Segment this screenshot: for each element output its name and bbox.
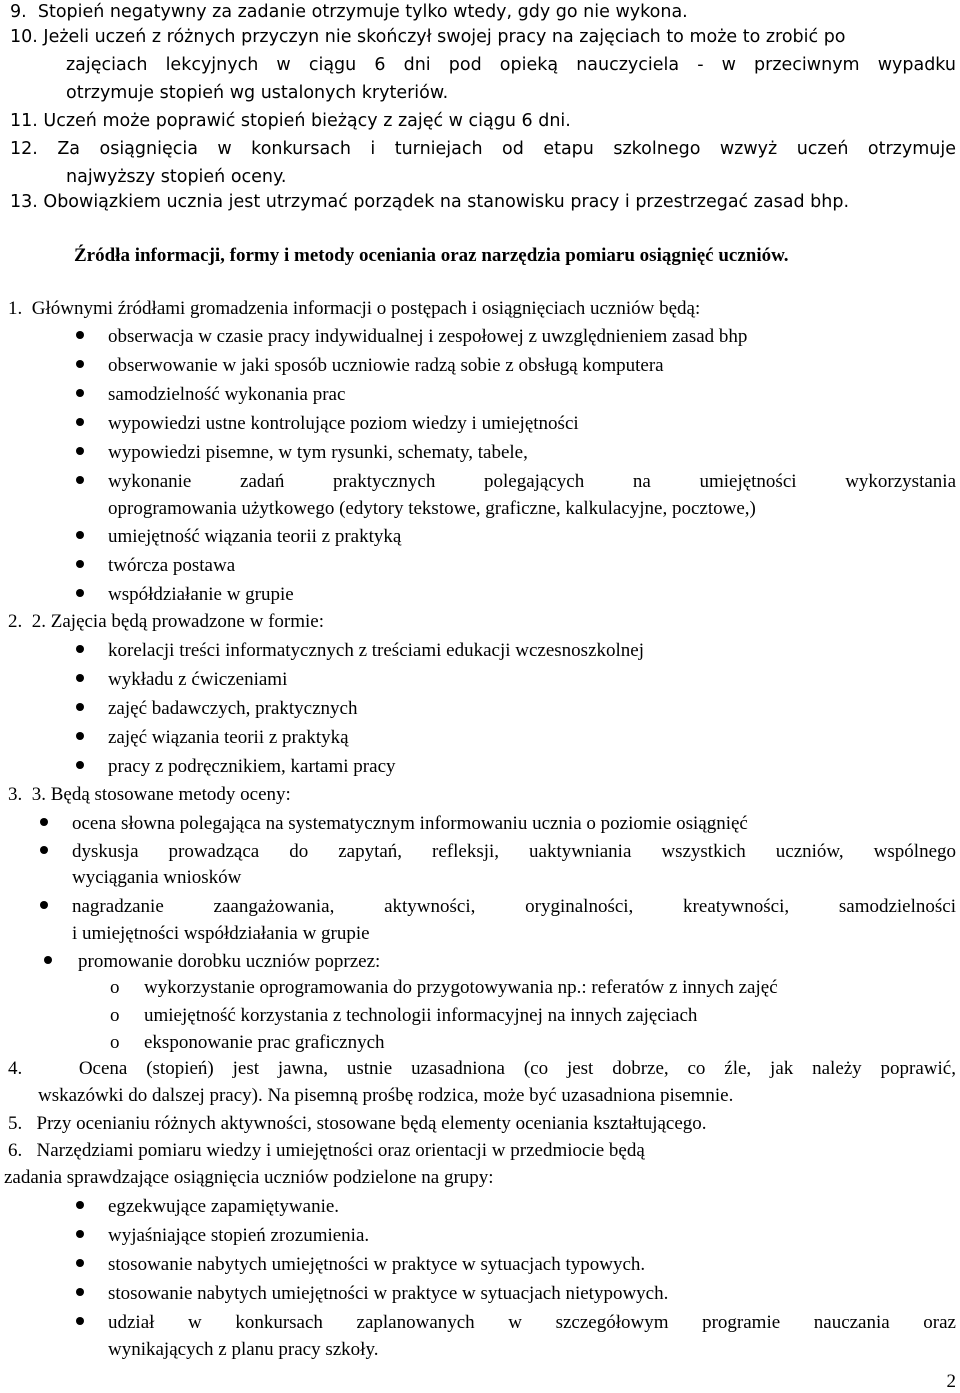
bullet-icon bbox=[76, 560, 84, 568]
bullet-icon bbox=[76, 1259, 84, 1267]
bullet-icon bbox=[76, 703, 84, 711]
s1-item-1: obserwacja w czasie pracy indywidualnej i zespołowej z uwzględnieniem zasad bhp bbox=[108, 326, 748, 347]
bullet-icon bbox=[76, 418, 84, 426]
bullet-icon bbox=[76, 761, 84, 769]
section-1-intro: 1. Głównymi źródłami gromadzenia informacji o postępach i osiągnięciach uczniów będą: bbox=[8, 298, 701, 319]
s1-item-2: obserwowanie w jaki sposób uczniowie radzą sobie z obsługą komputera bbox=[108, 355, 664, 376]
section-5: 5. Przy ocenianiu różnych aktywności, stosowane będą elementy oceniania kształtującego. bbox=[8, 1113, 707, 1134]
rule-13: 13. Obowiązkiem ucznia jest utrzymać porządek na stanowisku pracy i przestrzegać zasad bhp. bbox=[10, 192, 850, 212]
s3-subitem-3: eksponowanie prac graficznych bbox=[144, 1032, 385, 1053]
circle-bullet-icon: o bbox=[110, 1032, 120, 1053]
bullet-icon bbox=[76, 1317, 84, 1325]
rule-9: 9. Stopień negatywny za zadanie otrzymuje tylko wtedy, gdy go nie wykona. bbox=[10, 2, 688, 22]
s3-item-3-line-1: nagradzanie zaangażowania, aktywności, oryginalności, kreatywności, samodzielności bbox=[72, 896, 956, 917]
rule-10-line-2: zajęciach lekcyjnych w ciągu 6 dni pod opieką nauczyciela - w przeciwnym wypadku bbox=[66, 55, 956, 75]
bullet-icon bbox=[76, 1288, 84, 1296]
s3-item-4: promowanie dorobku uczniów poprzez: bbox=[78, 951, 381, 972]
s1-item-6-line-2: oprogramowania użytkowego (edytory tekstowe, graficzne, kalkulacyjne, pocztowe,) bbox=[108, 498, 756, 519]
s1-item-9: współdziałanie w grupie bbox=[108, 584, 294, 605]
s2-item-4: zajęć wiązania teorii z praktyką bbox=[108, 727, 349, 748]
bullet-icon bbox=[76, 447, 84, 455]
section-2-intro: 2. 2. Zajęcia będą prowadzone w formie: bbox=[8, 611, 325, 632]
circle-bullet-icon: o bbox=[110, 1005, 120, 1026]
bullet-icon bbox=[76, 1201, 84, 1209]
bullet-icon bbox=[40, 818, 48, 826]
circle-bullet-icon: o bbox=[110, 977, 120, 998]
s2-item-3: zajęć badawczych, praktycznych bbox=[108, 698, 358, 719]
bullet-icon bbox=[76, 674, 84, 682]
s3-subitem-1: wykorzystanie oprogramowania do przygotowywania np.: referatów z innych zajęć bbox=[144, 977, 778, 998]
s1-item-3: samodzielność wykonania prac bbox=[108, 384, 346, 405]
section-heading: Źródła informacji, formy i metody oceniania oraz narzędzia pomiaru osiągnięć uczniów. bbox=[74, 245, 789, 266]
bullet-icon bbox=[44, 956, 52, 964]
s2-item-5: pracy z podręcznikiem, kartami pracy bbox=[108, 756, 396, 777]
rule-10-line-1: 10. Jeżeli uczeń z różnych przyczyn nie skończył swojej pracy na zajęciach to może to zrobić po bbox=[10, 27, 846, 47]
s1-item-6-line-1: wykonanie zadań praktycznych polegających na umiejętności wykorzystania bbox=[108, 471, 956, 492]
section-4-line-1: 4. Ocena (stopień) jest jawna, ustnie uzasadniona (co jest dobrze, co źle, jak należy poprawić, bbox=[8, 1058, 956, 1079]
s6-item-5-line-1: udział w konkursach zaplanowanych w szczegółowym programie nauczania oraz bbox=[108, 1312, 956, 1333]
bullet-icon bbox=[76, 531, 84, 539]
s2-item-1: korelacji treści informatycznych z treściami edukacji wczesnoszkolnej bbox=[108, 640, 644, 661]
s3-item-2-line-1: dyskusja prowadząca do zapytań, refleksji, uaktywniania wszystkich uczniów, wspólnego bbox=[72, 841, 956, 862]
bullet-icon bbox=[40, 846, 48, 854]
bullet-icon bbox=[76, 645, 84, 653]
s6-item-2: wyjaśniające stopień zrozumienia. bbox=[108, 1225, 370, 1246]
bullet-icon bbox=[76, 331, 84, 339]
bullet-icon bbox=[76, 389, 84, 397]
page-number: 2 bbox=[946, 1371, 956, 1392]
s6-item-5-line-2: wynikających z planu pracy szkoły. bbox=[108, 1339, 379, 1360]
s2-item-2: wykładu z ćwiczeniami bbox=[108, 669, 288, 690]
s1-item-5: wypowiedzi pisemne, w tym rysunki, schematy, tabele, bbox=[108, 442, 528, 463]
bullet-icon bbox=[40, 901, 48, 909]
bullet-icon bbox=[76, 589, 84, 597]
s6-item-4: stosowanie nabytych umiejętności w praktyce w sytuacjach nietypowych. bbox=[108, 1283, 669, 1304]
s3-item-3-line-2: i umiejętności współdziałania w grupie bbox=[72, 923, 370, 944]
s1-item-4: wypowiedzi ustne kontrolujące poziom wiedzy i umiejętności bbox=[108, 413, 579, 434]
section-3-intro: 3. 3. Będą stosowane metody oceny: bbox=[8, 784, 291, 805]
section-6-line-2: zadania sprawdzające osiągnięcia uczniów podzielone na grupy: bbox=[4, 1167, 494, 1188]
rule-9-text: Stopień negatywny za zadanie otrzymuje tylko wtedy, gdy go nie wykona. bbox=[37, 2, 688, 22]
bullet-icon bbox=[76, 1230, 84, 1238]
bullet-icon bbox=[76, 732, 84, 740]
s3-item-1: ocena słowna polegająca na systematycznym informowaniu ucznia o poziomie osiągnięć bbox=[72, 813, 748, 834]
bullet-icon bbox=[76, 476, 84, 484]
bullet-icon bbox=[76, 360, 84, 368]
section-4-line-2: wskazówki do dalszej pracy). Na pisemną prośbę rodzica, może być uzasadniona pisemnie. bbox=[38, 1085, 734, 1106]
s3-item-2-line-2: wyciągania wniosków bbox=[72, 867, 242, 888]
s1-item-7: umiejętność wiązania teorii z praktyką bbox=[108, 526, 402, 547]
rule-11: 11. Uczeń może poprawić stopień bieżący z zajęć w ciągu 6 dni. bbox=[10, 111, 571, 131]
s6-item-3: stosowanie nabytych umiejętności w praktyce w sytuacjach typowych. bbox=[108, 1254, 646, 1275]
s1-item-8: twórcza postawa bbox=[108, 555, 236, 576]
section-6-line-1: 6. Narzędziami pomiaru wiedzy i umiejętności oraz orientacji w przedmiocie będą bbox=[8, 1140, 645, 1161]
rule-12-line-2: najwyższy stopień oceny. bbox=[66, 167, 287, 187]
rule-12-line-1: 12. Za osiągnięcia w konkursach i turniejach od etapu szkolnego wzwyż uczeń otrzymuje bbox=[10, 139, 956, 159]
s6-item-1: egzekwujące zapamiętywanie. bbox=[108, 1196, 340, 1217]
s3-subitem-2: umiejętność korzystania z technologii informacyjnej na innych zajęciach bbox=[144, 1005, 698, 1026]
rule-10-line-3: otrzymuje stopień wg ustalonych kryteriów. bbox=[66, 83, 449, 103]
